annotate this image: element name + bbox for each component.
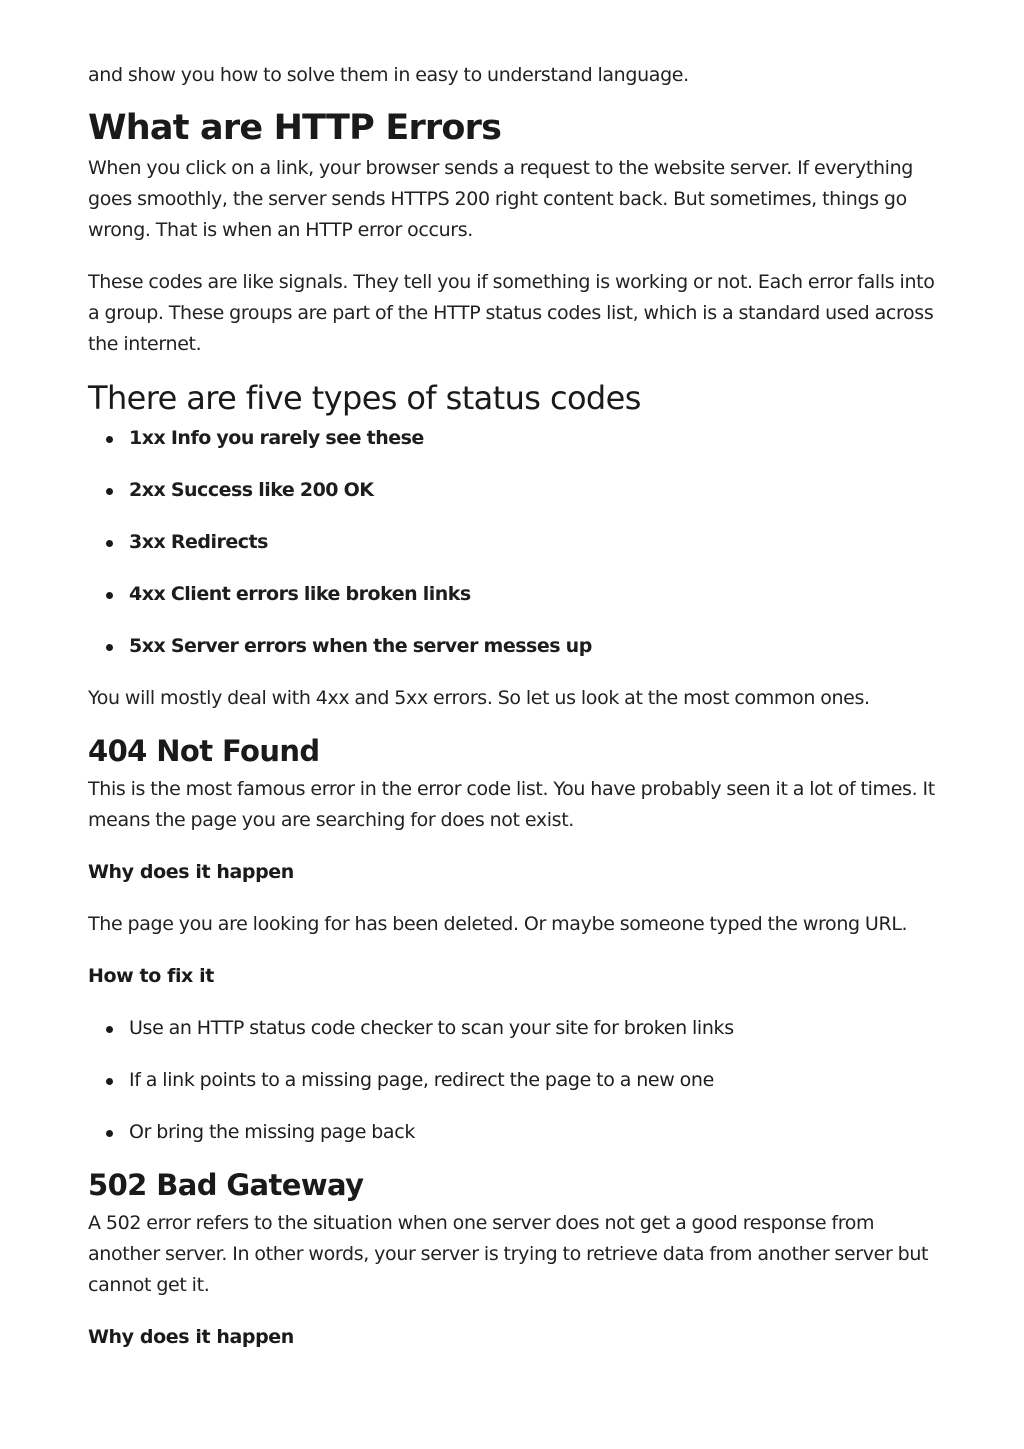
http-errors-paragraph-2: These codes are like signals. They tell you if something is working or not. Each error falls into a group. These groups are part of the HTTP status codes list, which is a standard used across the internet. [88, 271, 935, 355]
list-item: Or bring the missing page back [88, 1117, 938, 1148]
list-item: 1xx Info you rarely see these [88, 423, 938, 454]
heading-what-are-http-errors: What are HTTP Errors [88, 108, 502, 148]
heading-502-bad-gateway: 502 Bad Gateway [88, 1168, 364, 1202]
status-code-types-list [88, 423, 938, 662]
list-item: 5xx Server errors when the server messes up [88, 631, 938, 662]
404-fix-label: How to fix it [88, 965, 214, 987]
502-why-label: Why does it happen [88, 1326, 294, 1348]
heading-five-types: There are five types of status codes [88, 379, 641, 417]
list-item: 3xx Redirects [88, 527, 938, 558]
404-fix-list [88, 1013, 938, 1148]
article-content [88, 60, 938, 1353]
types-closing-paragraph: You will mostly deal with 4xx and 5xx errors. So let us look at the most common ones. [88, 687, 870, 709]
404-why-text: The page you are looking for has been deleted. Or maybe someone typed the wrong URL. [88, 913, 908, 935]
heading-404-not-found: 404 Not Found [88, 734, 320, 768]
404-why-label: Why does it happen [88, 861, 294, 883]
404-paragraph: This is the most famous error in the error code list. You have probably seen it a lot of times. It means the page you are searching for does not exist. [88, 778, 935, 831]
list-item: 4xx Client errors like broken links [88, 579, 938, 610]
list-item: If a link points to a missing page, redirect the page to a new one [88, 1065, 938, 1096]
intro-paragraph-tail: and show you how to solve them in easy to understand language. [88, 64, 689, 86]
http-errors-paragraph-1: When you click on a link, your browser sends a request to the website server. If everything goes smoothly, the server sends HTTPS 200 right content back. But sometimes, things go wrong. That is when an HTTP error occurs. [88, 157, 914, 241]
list-item: 2xx Success like 200 OK [88, 475, 938, 506]
list-item: Use an HTTP status code checker to scan your site for broken links [88, 1013, 938, 1044]
502-paragraph: A 502 error refers to the situation when one server does not get a good response from another server. In other words, your server is trying to retrieve data from another server but cannot get it. [88, 1212, 929, 1296]
